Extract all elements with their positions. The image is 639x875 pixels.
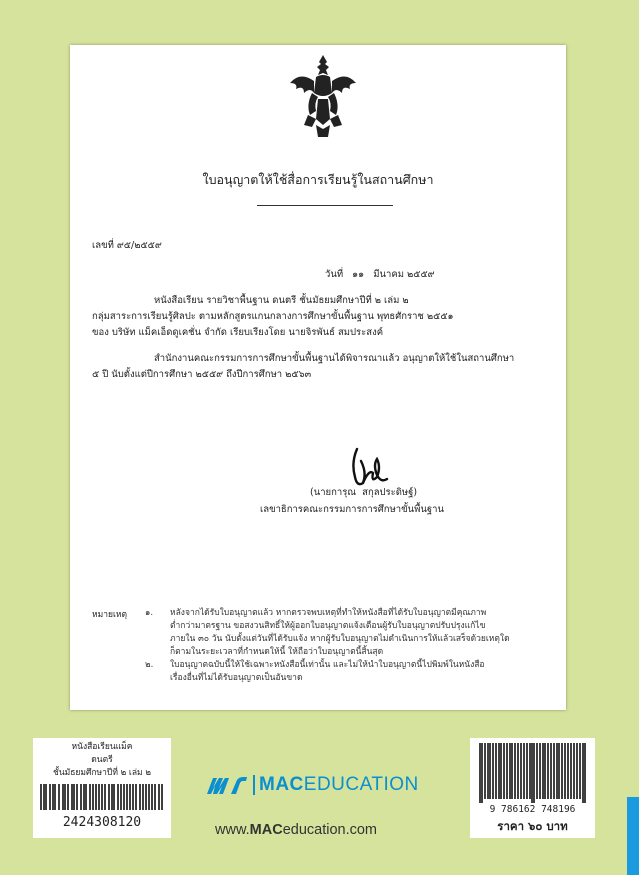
- barcode-number: 2424308120: [62, 815, 142, 830]
- book-label-line: หนังสือเรียนแม็ค: [71, 742, 133, 752]
- website-url: www.MACeducation.com: [215, 822, 377, 838]
- brand-name: MACEDUCATION: [259, 774, 419, 795]
- note-line: ก็ตามในระยะเวลาที่กำหนดให้นี้ ให้ถือว่าใบอนุญาตนี้สิ้นสุด: [170, 647, 384, 657]
- paragraph-line: สำนักงานคณะกรรมการการศึกษาขั้นพื้นฐานได้พิจารณาแล้ว อนุญาตให้ใช้ในสถานศึกษา: [154, 353, 515, 364]
- note-number: ๒.: [145, 660, 154, 670]
- price-label: ราคา ๖๐ บาท: [497, 819, 568, 833]
- notes-list: [145, 607, 550, 685]
- isbn-number: 9 786162 748196: [489, 804, 576, 815]
- mac-mark-icon: [205, 774, 249, 796]
- license-number: เลขที่ ๙๕/๒๕๕๙: [92, 240, 162, 251]
- isbn-barcode-box: [470, 738, 595, 838]
- edge-color-tab: [627, 797, 639, 875]
- brand-logo: [205, 773, 419, 797]
- book-label-text: [33, 741, 171, 780]
- book-label: [33, 738, 171, 838]
- note-line: ต่ำกว่ามาตรฐาน ขอสงวนสิทธิ์ให้ผู้ออกใบอนุญาตแจ้งเตือนผู้รับใบอนุญาตปรับปรุงแก้ไข: [170, 621, 486, 631]
- note-line: หลังจากได้รับใบอนุญาตแล้ว หากตรวจพบเหตุที่ทำให้หนังสือที่ได้รับใบอนุญาตมีคุณภาพ: [170, 608, 487, 618]
- signer-name: (นายการุณ สกุลประดิษฐ์): [310, 487, 418, 498]
- issue-date: วันที่ ๑๑ มีนาคม ๒๕๕๙: [325, 269, 435, 280]
- notes-label: หมายเหตุ: [92, 610, 127, 620]
- document-title: ใบอนุญาตให้ใช้สื่อการเรียนรู้ในสถานศึกษา: [202, 172, 434, 187]
- book-label-line: ชั้นมัธยมศึกษาปีที่ ๒ เล่ม ๒: [53, 768, 151, 778]
- note-item: [145, 659, 550, 685]
- paragraph-line: ของ บริษัท แม็คเอ็ดดูเคชั่น จำกัด เรียบเรียงโดย นายจิรพันธ์ สมประสงค์: [92, 327, 384, 338]
- note-number: ๑.: [145, 608, 154, 618]
- paragraph-line: ๕ ปี นับตั้งแต่ปีการศึกษา ๒๕๕๙ ถึงปีการศึกษา ๒๕๖๓: [92, 369, 312, 380]
- signer-title: เลขาธิการคณะกรรมการการศึกษาขั้นพื้นฐาน: [260, 504, 444, 515]
- note-line: ใบอนุญาตฉบับนี้ให้ใช้เฉพาะหนังสือนี้เท่านั้น และไม่ให้นำใบอนุญาตนี้ไปพิมพ์ในหนังสือ: [170, 660, 485, 670]
- note-item: [145, 607, 550, 659]
- garuda-emblem: [286, 53, 360, 139]
- paragraph-book-details: [92, 293, 552, 341]
- book-label-line: ดนตรี: [91, 755, 113, 765]
- license-document: [70, 45, 566, 710]
- note-line: ภายใน ๓๐ วัน นับตั้งแต่วันที่ได้รับแจ้ง หากผู้รับใบอนุญาตไม่ดำเนินการให้แล้วเสร็จด้วยเหตุใด: [170, 634, 510, 644]
- barcode-icon: [478, 743, 588, 803]
- paragraph-line: กลุ่มสาระการเรียนรู้ศิลปะ ตามหลักสูตรแกนกลางการศึกษาขั้นพื้นฐาน พุทธศักราช ๒๕๕๑: [92, 311, 454, 322]
- title-underline: [257, 205, 393, 206]
- note-line: เรื่องอื่นที่ไม่ได้รับอนุญาตเป็นอันขาด: [170, 673, 303, 683]
- barcode-icon: [39, 784, 165, 810]
- paragraph-line: หนังสือเรียน รายวิชาพื้นฐาน ดนตรี ชั้นมัธยมศึกษาปีที่ ๒ เล่ม ๒: [154, 295, 409, 306]
- paragraph-approval: [92, 351, 552, 383]
- logo-divider: [253, 775, 255, 795]
